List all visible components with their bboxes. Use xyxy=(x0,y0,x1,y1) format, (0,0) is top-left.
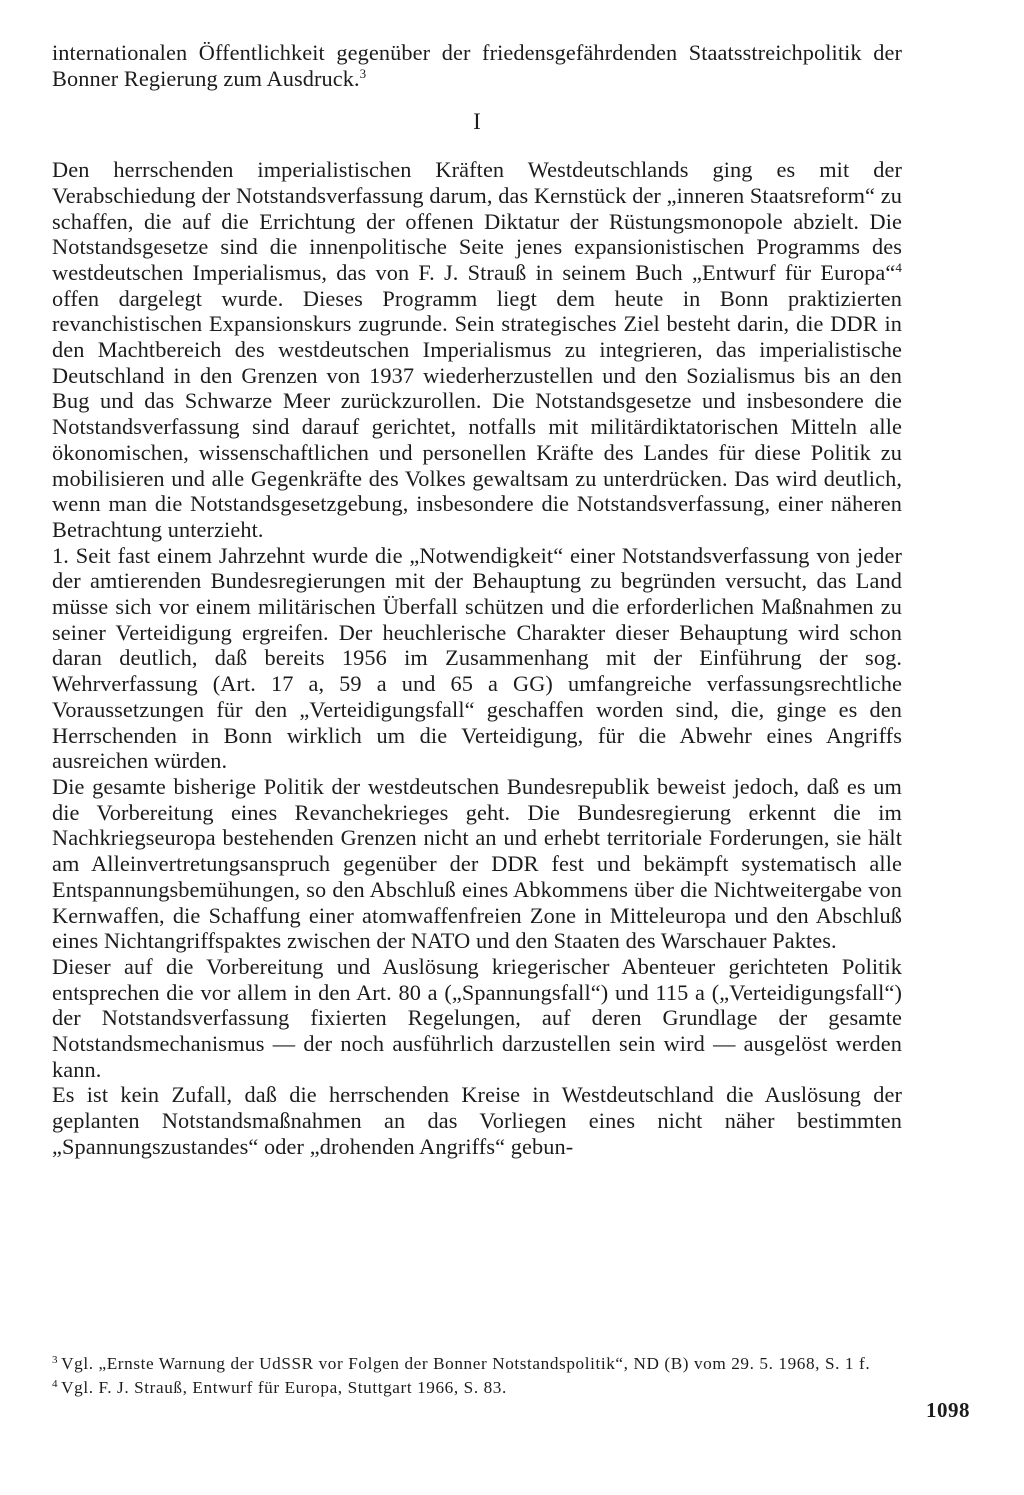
paragraph-text: internationalen Öffentlichkeit gegenüber der friedensgefährdenden Staatsstreichpolitik der Bonner Regierung zum Ausdruck. xyxy=(52,40,902,91)
footnote-3 xyxy=(52,1352,902,1376)
paragraph-text: Den herrschenden imperialistischen Kräften Westdeutschlands ging es mit der Verabschiedung der Notstandsverfassung darum, das Kernstück der „inneren Staatsreform“ zu schaffen, die auf die Errichtung der offenen Diktatur der Rüstungsmonopole abzielt. Die Notstandsgesetze sind die innenpolitische Seite jenes expansionistischen Programms des westdeutschen Imperialismus, das von F. J. Strauß in seinem Buch „Entwurf für Europa“ xyxy=(52,157,902,285)
paragraph-5: Es ist kein Zufall, daß die herrschenden Kreise in Westdeutschland die Auslösung der geplanten Notstandsmaßnahmen an das Vorliegen eines nicht näher bestimmten „Spannungszustandes“ oder „drohenden Angriffs“ gebun- xyxy=(52,1082,902,1159)
page-number: 1098 xyxy=(926,1398,970,1422)
paragraph-4: Dieser auf die Vorbereitung und Auslösung kriegerischer Abenteuer gerichteten Politik entsprechen die vor allem in den Art. 80 a („Spannungsfall“) und 115 a („Verteidigungsfall“) der Notstandsverfassung fixierten Regelungen, auf deren Grundlage der gesamte Notstandsmechanismus — der noch ausführlich darzustellen sein wird — ausgelöst werden kann. xyxy=(52,953,902,1082)
footnotes xyxy=(52,1352,902,1399)
paragraph-intro xyxy=(52,40,902,91)
footnote-ref-3: 3 xyxy=(359,65,367,81)
footnote-ref-4: 4 xyxy=(895,259,902,275)
section-heading: I xyxy=(473,109,481,135)
footnote-mark: 3 xyxy=(52,1354,59,1366)
footnote-4 xyxy=(52,1376,902,1400)
paragraph-1 xyxy=(52,157,902,543)
paragraph-2: 1. Seit fast einem Jahrzehnt wurde die „Notwendigkeit“ einer Notstandsverfassung von jeder der amtierenden Bundesregierungen mit der Behauptung zu begründen versucht, das Land müsse sich vor einem militärischen Überfall schützen und die erforderlichen Maßnahmen zu seiner Verteidigung ergreifen. Der heuchlerische Charakter dieser Behauptung wird schon daran deutlich, daß bereits 1956 im Zusammenhang mit der Einführung der sog. Wehrverfassung (Art. 17 a, 59 a und 65 a GG) umfangreiche verfassungsrechtliche Voraussetzungen für den „Verteidigungsfall“ geschaffen worden sind, die, ginge es den Herrschenden in Bonn wirklich um die Verteidigung, für die Abwehr eines Angriffs ausreichen würden. xyxy=(52,542,902,774)
footnote-text: Vgl. F. J. Strauß, Entwurf für Europa, Stuttgart 1966, S. 83. xyxy=(61,1377,507,1397)
footnote-text: Vgl. „Ernste Warnung der UdSSR vor Folgen der Bonner Notstandspolitik“, ND (B) vom 29. 5. 1968, S. 1 f. xyxy=(61,1354,871,1373)
paragraph-text-continued: offen dargelegt wurde. Dieses Programm liegt dem heute in Bonn praktizierten revanchistischen Expansionskurs zugrunde. Sein strategisches Ziel besteht darin, die DDR in den Machtbereich des westdeutschen Imperialismus zu integrieren, das imperialistische Deutschland in den Grenzen von 1937 wiederherzustellen und den Sozialismus bis an den Bug und das Schwarze Meer zurückzurollen. Die Notstandsgesetze und insbesondere die Notstandsverfassung sind darauf gerichtet, notfalls mit militärdiktatorischen Mitteln alle ökonomischen, wissenschaftlichen und personellen Kräfte des Landes für diese Politik zu mobilisieren und alle Gegenkräfte des Volkes gewaltsam zu unterdrücken. Das wird deutlich, wenn man die Notstandsgesetzgebung, insbesondere die Notstandsverfassung, einer näheren Betrachtung unterzieht. xyxy=(52,285,902,542)
footnote-mark: 4 xyxy=(52,1377,59,1390)
main-text xyxy=(52,40,902,1160)
paragraph-3: Die gesamte bisherige Politik der westdeutschen Bundesrepublik beweist jedoch, daß es um die Vorbereitung eines Revanchekrieges geht. Die Bundesregierung erkennt die im Nachkriegseuropa bestehenden Grenzen nicht an und erhebt territoriale Forderungen, sie hält am Alleinvertretungsanspruch gegenüber der DDR fest und bekämpft systematisch alle Entspannungsbemühungen, so den Abschluß eines Abkommens über die Nichtweitergabe von Kernwaffen, die Schaffung einer atomwaffenfreien Zone in Mitteleuropa und den Abschluß eines Nichtangriffspaktes zwischen der NATO und den Staaten des Warschauer Paktes. xyxy=(52,773,902,954)
